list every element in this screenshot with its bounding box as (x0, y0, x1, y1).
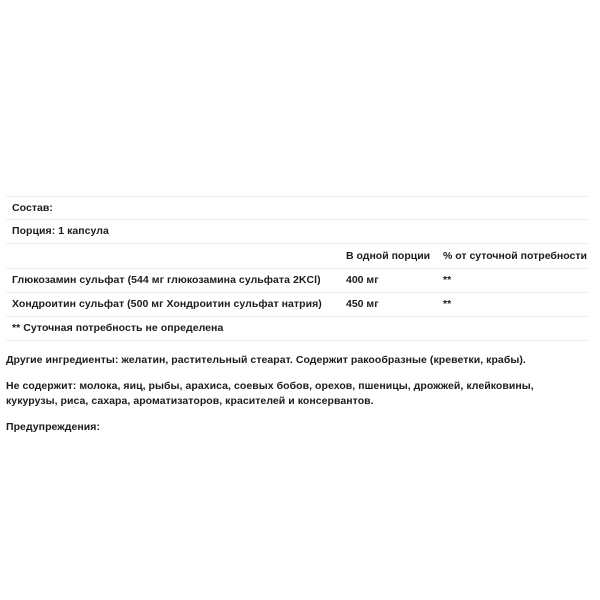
serving-size-row (6, 220, 588, 244)
serving-size-label: Порция: 1 капсула (12, 225, 109, 237)
table-row (6, 269, 588, 293)
facts-title-row (6, 197, 588, 220)
additional-info-block (0, 353, 600, 435)
ingredient-name: Глюкозамин сульфат (544 мг глюкозамина сульфата 2KCl) (12, 274, 321, 286)
column-header-percent-daily-value: % от суточной потребности (443, 249, 587, 262)
free-from-text: Не содержит: молока, яиц, рыбы, арахиса, соевых бобов, орехов, пшеницы, дрожжей, клейковины, кукурузы, риса, сахара, ароматизаторов, красителей и консервантов. (6, 380, 534, 407)
facts-title: Состав: (12, 201, 53, 214)
ingredient-daily-value: ** (443, 298, 452, 310)
other-ingredients-text: Другие ингредиенты: желатин, растительный стеарат. Содержит ракообразные (креветки, крабы). (6, 354, 526, 366)
ingredient-amount: 450 мг (346, 298, 379, 310)
facts-column-header-row (6, 244, 588, 269)
ingredient-name: Хондроитин сульфат (500 мг Хондроитин сульфат натрия) (12, 298, 322, 310)
ingredient-daily-value: ** (443, 274, 452, 286)
column-header-amount-per-serving: В одной порции (346, 249, 431, 262)
ingredient-amount: 400 мг (346, 274, 379, 286)
table-row (6, 293, 588, 317)
top-spacer (0, 0, 600, 196)
daily-value-footnote: ** Суточная потребность не определена (12, 322, 224, 334)
supplement-facts-table (6, 196, 588, 341)
warnings-heading: Предупреждения: (6, 421, 101, 433)
facts-footnote-row (6, 317, 588, 341)
